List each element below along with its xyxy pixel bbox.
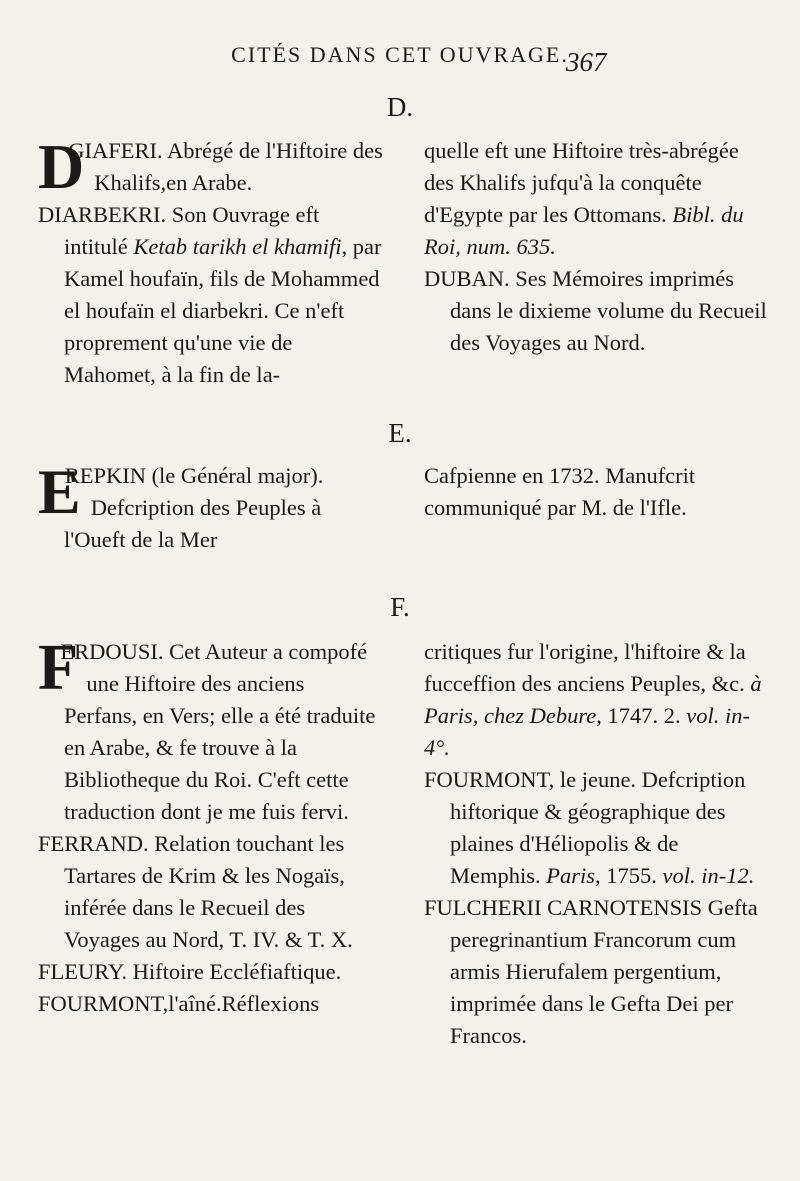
entry-continuation [424,460,774,524]
dropcap-f: F [38,631,79,704]
entry-duban [424,263,774,359]
entry-text: DIARBEKRI. Son Ouvrage eft intitulé [38,202,320,259]
entry-ferdousi [38,631,383,828]
entry-text: Cafpienne en 1732. Manufcrit communiqué par M. de l'Ifle. [424,463,696,520]
entry-text: FOURMONT,l'aîné.Réflexions [38,991,320,1016]
entry-text: REPKIN (le Général major). Defcription des Peuples à l'Oueft de la Mer [64,463,324,552]
entry-ferrand [38,828,383,956]
entry-text: , 1755. [595,863,663,888]
entry-text: ERDOUSI. Cet Auteur a compofé une Hiftoire des anciens Perfans, en Vers; elle a été traduite en Arabe, & fe trouve à la Bibliotheque du Roi. C'eft cette traduction dont je me fuis fervi. [60,639,376,824]
section-e-right-column [424,460,774,524]
entry-format-italic: vol. in-12. [662,863,755,888]
entry-text: DUBAN. Ses Mémoires imprimés dans le dixieme volume du Recueil des Voyages au Nord. [424,266,767,355]
entry-fleury [38,956,383,988]
entry-place-italic: Paris [546,863,596,888]
entry-title-italic: Ketab tarikh el khamifi [133,234,342,259]
entry-text: FERRAND. Relation touchant les Tartares de Krim & les Nogaïs, inférée dans le Recueil des Voyages au Nord, T. IV. & T. X. [38,831,353,952]
entry-text: GIAFERI. Abrégé de l'Hiftoire des Khalifs,en Arabe. [68,138,383,195]
entry-citation-italic: Bibl. du Roi, num. 635. [424,202,744,259]
section-letter-d: D. [386,92,414,122]
section-letter-e: E. [388,418,412,448]
section-e-left-column [38,456,383,556]
dropcap-e: E [38,456,81,527]
running-header [0,42,800,68]
entry-continuation [424,636,774,764]
entry-text: FLEURY. Hiftoire Eccléfiaftique. [38,959,342,984]
entry-fourmont-jeune [424,764,774,892]
entry-fulcherii [424,892,774,1052]
section-f-right-column [424,636,774,1052]
entry-text: , par Kamel houfaïn, fils de Mohammed el houfaïn el diarbekri. Ce n'eft proprement qu'une vie de Mahomet, à la fin de la- [64,234,382,387]
entry-text: quelle eft une Hiftoire très-abrégée des Khalifs jufqu'à la conquête d'Egypte par les Ottomans. [424,138,739,227]
entry-continuation [424,135,774,263]
dropcap-d: D [38,131,85,202]
entry-format-italic: vol. in-4°. [424,703,750,760]
entry-giaferi [38,131,383,202]
entry-fourmont-aine [38,988,383,1020]
section-f-left-column [38,631,383,1020]
entry-erepkin [38,456,383,556]
entry-citation-italic: à Paris, chez Debure [424,671,762,728]
entry-diarbekri [38,199,383,391]
running-title: CITÉS DANS CET OUVRAGE. [231,42,569,67]
entry-text: , 1747. 2. [596,703,687,728]
section-d-left-column [38,131,383,391]
section-letter-f: F. [390,592,410,622]
section-d-right-column [424,135,774,359]
entry-text: FOURMONT, le jeune. Defcription hiftorique & géographique des plaines d'Héliopolis & de Memphis. [424,767,746,888]
page-number: 367 [566,47,607,77]
entry-text: FULCHERII CARNOTENSIS Gefta peregrinantium Francorum cum armis Hierufalem pergentium, imprimée dans le Gefta Dei per Francos. [424,895,758,1048]
entry-text: critiques fur l'origine, l'hiftoire & la fucceffion des anciens Peuples, &c. [424,639,751,696]
